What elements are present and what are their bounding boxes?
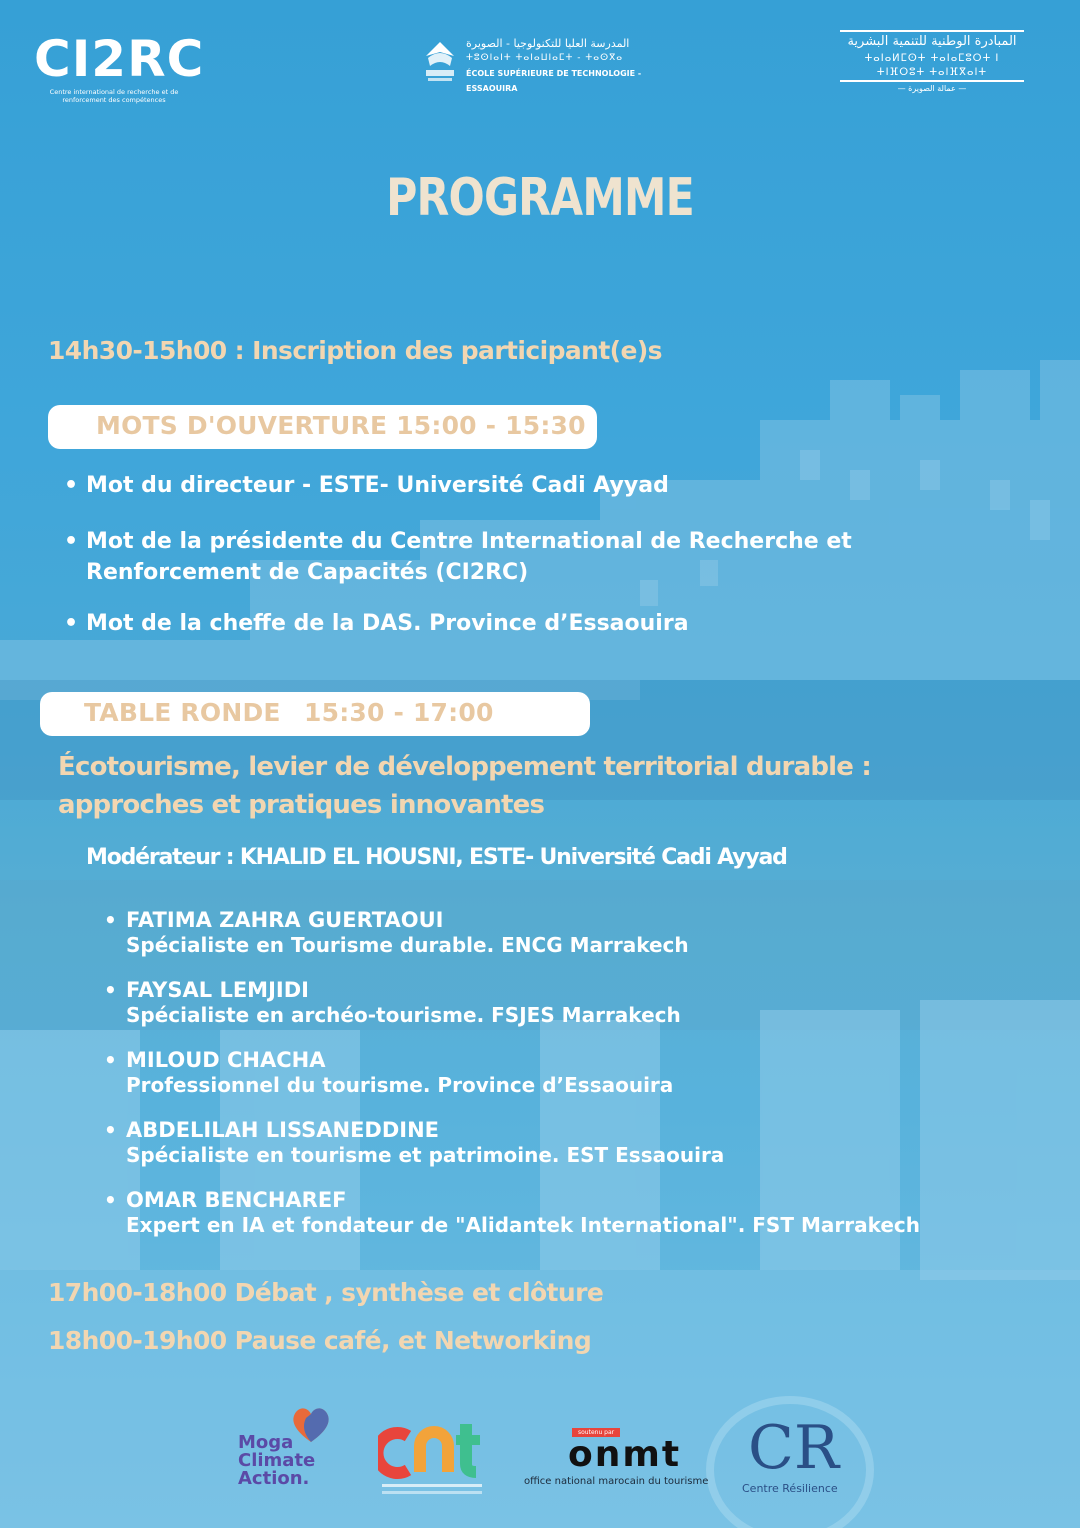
moderator-line: Modérateur : KHALID EL HOUSNI, ESTE- Université Cadi Ayyad bbox=[86, 845, 787, 870]
round-table-time: 15:30 - 17:00 bbox=[304, 698, 494, 727]
speaker-name: • MILOUD CHACHA bbox=[126, 1048, 326, 1072]
debate-line: 17h00-18h00 Débat , synthèse et clôture bbox=[48, 1278, 604, 1307]
list-item: • Mot de la cheffe de la DAS. Province d’Essaouira bbox=[64, 608, 1024, 639]
indh-tifinagh-name: ⵜⴰⵏⴰⵍⵎⵙⵜ ⵜⴰⵏⴰⵎⵓⵔⵜ ⵏ ⵜⵏⴼⵔⵓⵜ ⵜⴰⵏⴼⴳⴰⵏⵜ bbox=[864, 53, 1000, 78]
round-table-theme: Écotourisme, levier de développement territorial durable : approches et pratiques innovantes bbox=[58, 752, 871, 820]
round-table-pill bbox=[40, 692, 590, 736]
speaker-item bbox=[104, 1048, 920, 1098]
page-title: PROGRAMME bbox=[386, 168, 694, 228]
moga-word: Moga bbox=[238, 1432, 294, 1453]
centre-resilience-logo bbox=[740, 1413, 840, 1506]
ci2rc-logo bbox=[34, 30, 214, 104]
cr-mark: CR bbox=[748, 1413, 840, 1483]
opening-pill bbox=[48, 405, 597, 449]
speaker-item bbox=[104, 1188, 920, 1238]
indh-arabic-name: المبادرة الوطنية للتنمية البشرية bbox=[847, 34, 1017, 49]
speaker-item bbox=[104, 978, 920, 1028]
onmt-mark: onmt bbox=[568, 1434, 682, 1475]
list-item: • Mot de la présidente du Centre International de Recherche et Renforcement de Capacités (CI2RC) bbox=[64, 526, 1024, 588]
list-item: • Mot du directeur - ESTE- Université Cadi Ayyad bbox=[64, 470, 1024, 501]
round-table-label: TABLE RONDE bbox=[84, 698, 281, 727]
cnt-mark-icon bbox=[378, 1414, 488, 1504]
speaker-name: • FAYSAL LEMJIDI bbox=[126, 978, 309, 1002]
registration-line: 14h30-15h00 : Inscription des participant(e)s bbox=[48, 336, 662, 365]
opening-label: MOTS D'OUVERTURE 15:00 - 15:30 bbox=[96, 411, 586, 440]
cr-caption: Centre Résilience bbox=[742, 1482, 838, 1495]
este-french-name: ÉCOLE SUPÉRIEURE DE TECHNOLOGIE - ESSAOUIRA bbox=[466, 69, 642, 93]
onmt-caption: office national marocain du tourisme bbox=[524, 1476, 709, 1487]
speaker-role: Spécialiste en tourisme et patrimoine. EST Essaouira bbox=[126, 1143, 725, 1167]
este-tifinagh-name: ⵜⵓⵙⵏⴰⵏⵜ ⵜⴰⵏⴰⵡⵏⴰⵎⵜ - ⵜⴰⵙⴳⴰ bbox=[466, 53, 624, 63]
climate-word: Climate bbox=[238, 1450, 316, 1471]
onmt-support-tag: soutenu par bbox=[572, 1428, 620, 1437]
speaker-item bbox=[104, 1118, 920, 1168]
speaker-role: Expert en IA et fondateur de "Alidantek International". FST Marrakech bbox=[126, 1213, 920, 1237]
onmt-logo bbox=[522, 1428, 732, 1498]
indh-logo bbox=[840, 30, 1024, 96]
action-word: Action. bbox=[238, 1468, 310, 1489]
speaker-item bbox=[104, 908, 920, 958]
speaker-role: Spécialiste en Tourisme durable. ENCG Marrakech bbox=[126, 933, 689, 957]
speaker-role: Spécialiste en archéo-tourisme. FSJES Marrakech bbox=[126, 1003, 681, 1027]
este-arabic-name: المدرسة العليا للتكنولوجيا - الصويرة bbox=[466, 37, 630, 50]
speaker-name: • FATIMA ZAHRA GUERTAOUI bbox=[126, 908, 444, 932]
speaker-list bbox=[104, 908, 920, 1258]
speaker-name: • OMAR BENCHAREF bbox=[126, 1188, 347, 1212]
speaker-role: Professionnel du tourisme. Province d’Essaouira bbox=[126, 1073, 674, 1097]
ci2rc-logo-subtitle: Centre international de recherche et de renforcement des compétences bbox=[49, 88, 179, 104]
indh-province: — عمالة الصويرة — bbox=[897, 84, 967, 93]
cnt-logo bbox=[378, 1414, 488, 1504]
opening-list bbox=[64, 470, 1024, 639]
networking-line: 18h00-19h00 Pause café, et Networking bbox=[48, 1326, 592, 1355]
este-emblem-icon bbox=[420, 38, 460, 88]
moga-climate-action-logo bbox=[238, 1404, 348, 1494]
ci2rc-logo-mark: CI2RC bbox=[34, 30, 205, 88]
speaker-name: • ABDELILAH LISSANEDDINE bbox=[126, 1118, 440, 1142]
